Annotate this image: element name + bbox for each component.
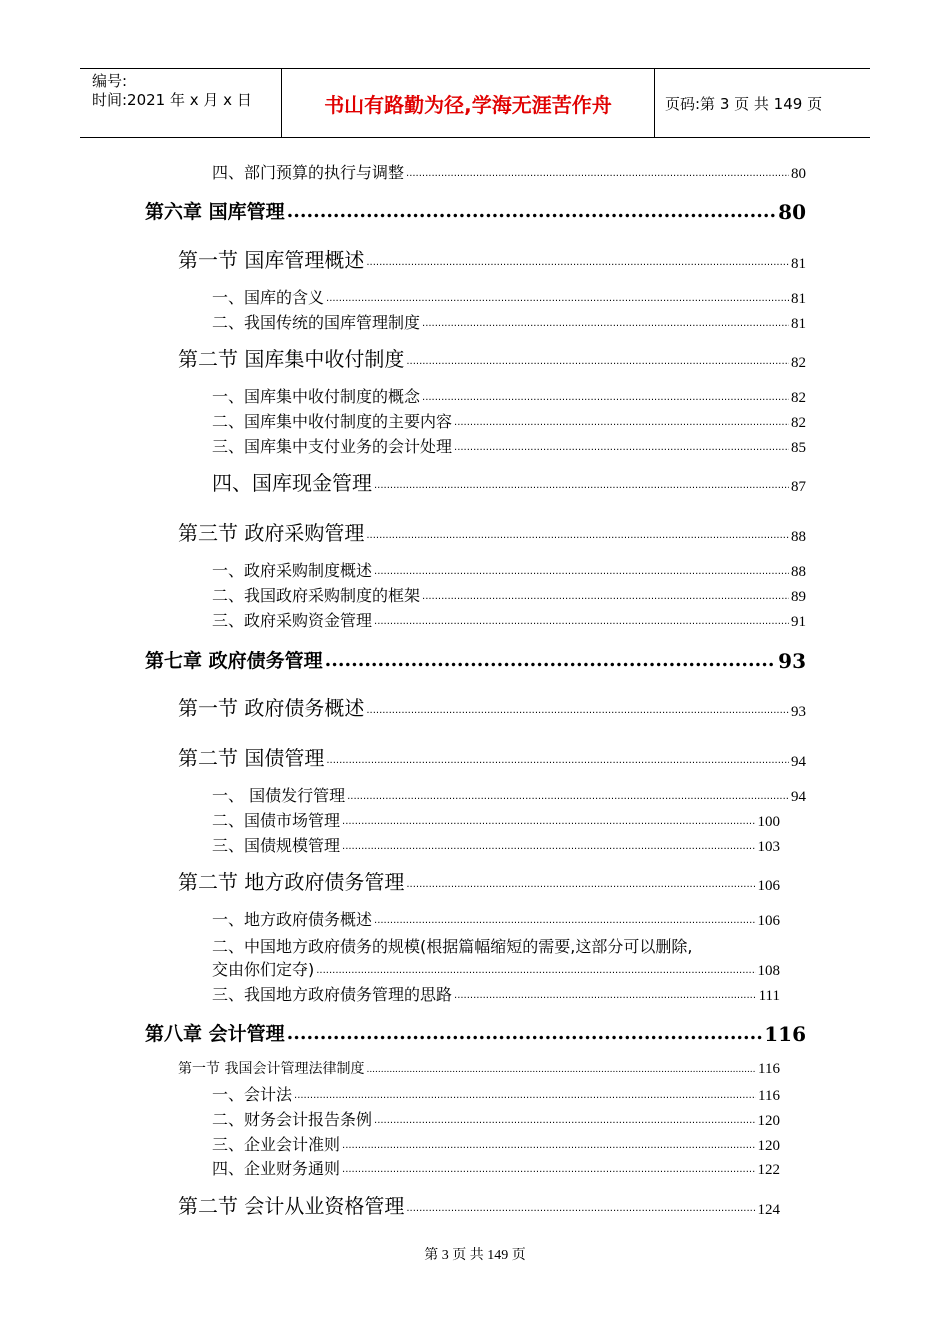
toc-entry[interactable]: 一、国库的含义 ..... 81: [212, 284, 806, 308]
page-footer: 第 3 页 共 149 页: [424, 1248, 526, 1263]
toc-entry[interactable]: 交由你们定夺) ..... 108: [212, 956, 780, 980]
toc-entry[interactable]: 三、国库集中支付业务的会计处理 ..... 85: [212, 433, 806, 457]
toc-entry[interactable]: 二、我国传统的国库管理制度 ..... 81: [212, 309, 806, 333]
time-label: 时间:2021 年 x 月 x 日: [92, 91, 252, 109]
toc-entry[interactable]: 二、国库集中收付制度的主要内容 ..... 82: [212, 408, 806, 432]
toc-entry[interactable]: 一、政府采购制度概述 ..... 88: [212, 557, 806, 581]
toc-entry[interactable]: 一、地方政府债务概述 ..... 106: [212, 906, 780, 930]
header-table: [80, 68, 870, 138]
toc-entry[interactable]: 四、部门预算的执行与调整 ..... 80: [212, 159, 806, 183]
toc-entry-wrapped-text[interactable]: 二、中国地方政府债务的规模(根据篇幅缩短的需要,这部分可以删除,: [212, 937, 693, 956]
toc-chapter[interactable]: 第六章 国库管理 ..... 80: [145, 192, 806, 224]
toc-chapter[interactable]: 第七章 政府债务管理 ..... 93: [145, 641, 806, 673]
toc-entry[interactable]: 三、企业会计准则 ..... 120: [212, 1131, 780, 1155]
number-label: 编号:: [92, 72, 128, 90]
toc-section[interactable]: 第二节 地方政府债务管理 ..... 106: [178, 865, 780, 895]
toc-chapter[interactable]: 第八章 会计管理 ..... 116: [145, 1014, 806, 1046]
toc-entry[interactable]: 三、国债规模管理 ..... 103: [212, 832, 780, 856]
toc-entry[interactable]: 一、会计法 ..... 116: [212, 1081, 780, 1105]
header-motto: 书山有路勤为径,学海无涯苦作舟: [282, 69, 655, 137]
toc-section[interactable]: 第二节 会计从业资格管理 ..... 124: [178, 1189, 780, 1219]
toc-entry[interactable]: 四、企业财务通则 ..... 122: [212, 1155, 780, 1179]
toc-section-small[interactable]: 第一节 我国会计管理法律制度 ..... 116: [178, 1058, 780, 1078]
toc-entry[interactable]: 二、财务会计报告条例 ..... 120: [212, 1106, 780, 1130]
toc-entry[interactable]: 二、国债市场管理 ..... 100: [212, 807, 780, 831]
toc-section[interactable]: 第一节 国库管理概述 ..... 81: [178, 243, 806, 273]
toc-section[interactable]: 四、国库现金管理 ..... 87: [212, 466, 806, 496]
toc-entry[interactable]: 二、我国政府采购制度的框架 ..... 89: [212, 582, 806, 606]
toc-entry[interactable]: 三、政府采购资金管理 ..... 91: [212, 607, 806, 631]
toc-entry[interactable]: 三、我国地方政府债务管理的思路 ..... 111: [212, 981, 780, 1005]
toc-entry[interactable]: 一、国库集中收付制度的概念 ..... 82: [212, 383, 806, 407]
header-meta: [80, 69, 282, 137]
toc-section[interactable]: 第二节 国库集中收付制度 ..... 82: [178, 342, 806, 372]
toc-entry[interactable]: 一、 国债发行管理 ..... 94: [212, 782, 806, 806]
header-page-info: 页码:第 3 页 共 149 页: [665, 94, 823, 113]
toc-section[interactable]: 第二节 国债管理 ..... 94: [178, 741, 806, 771]
toc-section[interactable]: 第三节 政府采购管理 ..... 88: [178, 516, 806, 546]
toc-section[interactable]: 第一节 政府债务概述 ..... 93: [178, 691, 806, 721]
